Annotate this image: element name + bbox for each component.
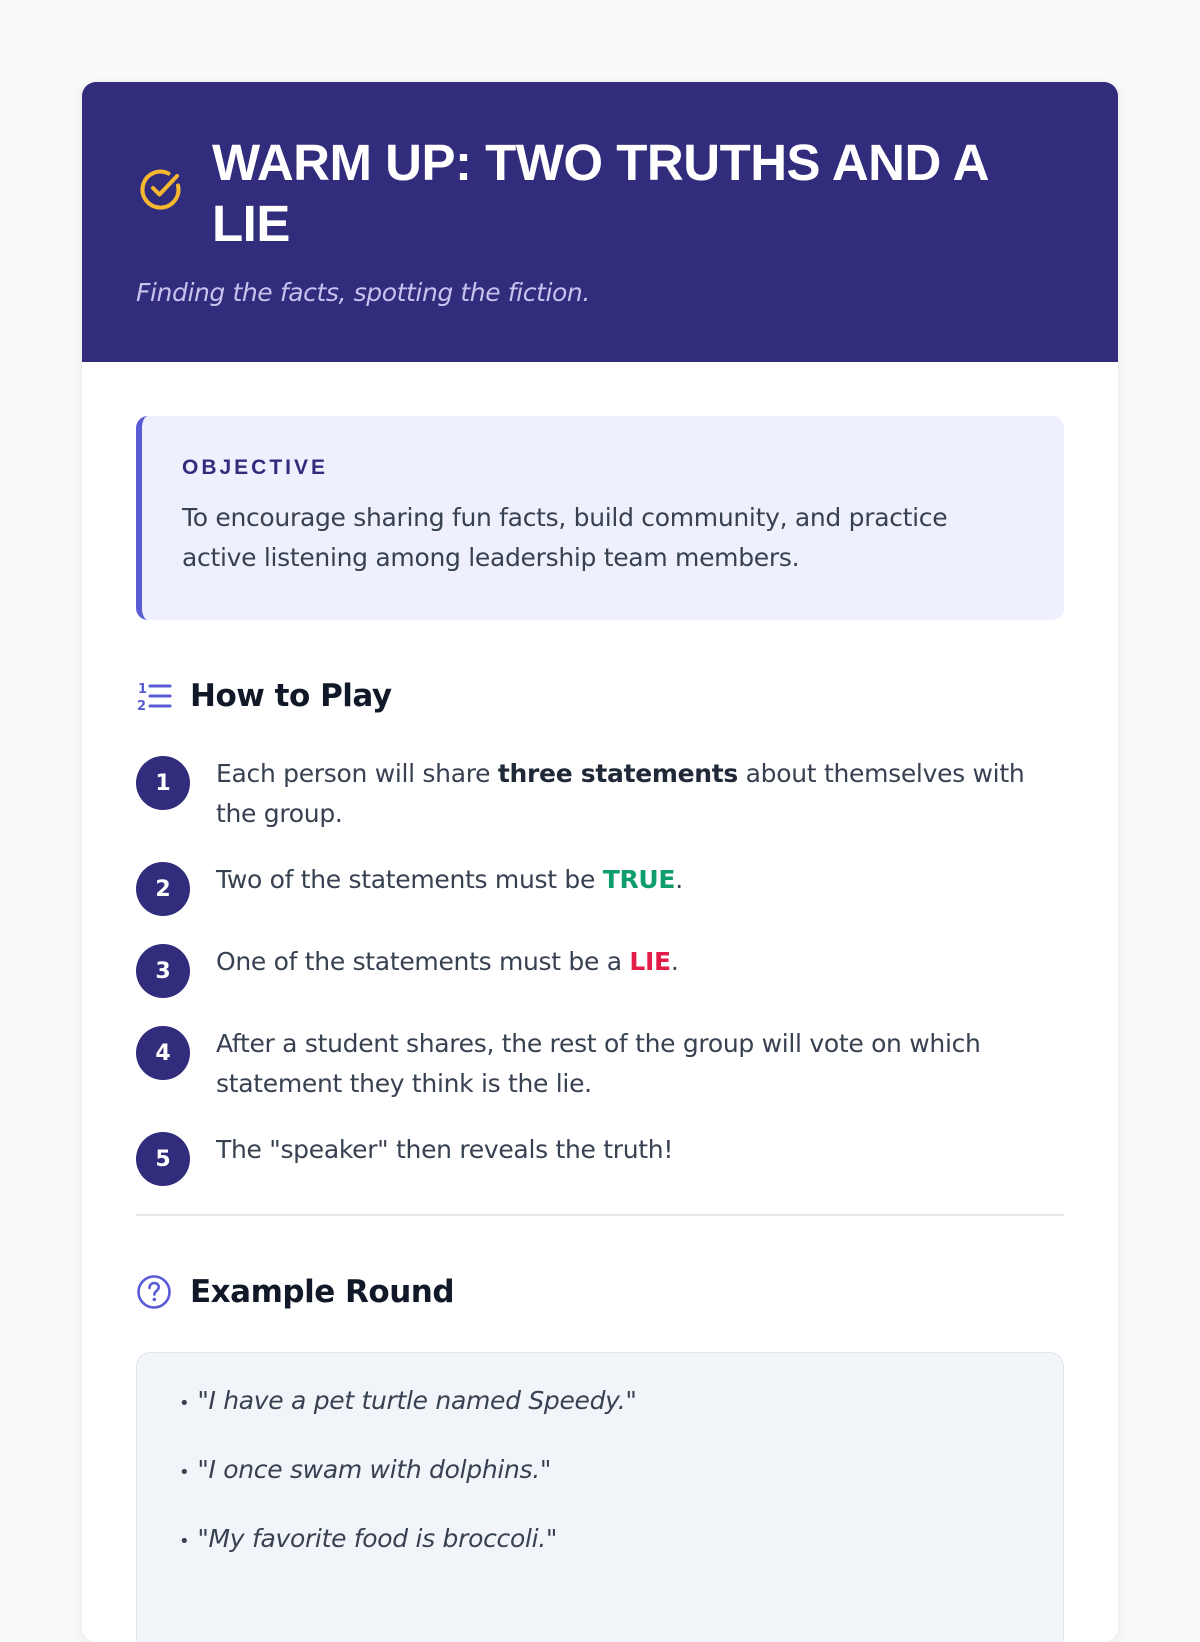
step-item [136,860,1064,916]
example-quote: "I have a pet turtle named Speedy." [197,1386,637,1415]
card-header [82,82,1118,362]
example-quote: "My favorite food is broccoli." [197,1524,558,1553]
numbered-list-icon [136,678,172,714]
step-number-badge: 5 [136,1132,190,1186]
how-to-play-heading [136,678,1064,714]
example-statement [179,1450,1021,1493]
step-item [136,754,1064,834]
example-box [136,1352,1064,1642]
how-to-play-title: How to Play [190,678,392,714]
example-round-title: Example Round [190,1274,455,1310]
step-item [136,1130,1064,1186]
step-number-badge: 4 [136,1026,190,1080]
step-text [216,860,1036,900]
step-text-post: . [670,947,679,976]
page-subtitle: Finding the facts, spotting the fiction. [136,278,590,307]
card-body [82,362,1118,1642]
objective-box [136,416,1064,620]
step-text [216,942,1036,982]
step-text-pre: One of the statements must be a [216,947,630,976]
true-keyword: TRUE [602,865,676,894]
step-text-pre: Each person will share [216,759,498,788]
page-title: WARM UP: TWO TRUTHS AND A LIE [212,134,988,252]
example-quote: "I once swam with dolphins." [197,1455,552,1484]
bullet: • [179,1393,190,1414]
bullet: • [179,1531,190,1552]
example-statement [179,1381,1021,1424]
step-number-badge: 3 [136,944,190,998]
step-text: After a student shares, the rest of the group will vote on which statement they think is the lie. [216,1029,981,1098]
example-round-heading [136,1274,1064,1310]
objective-text: To encourage sharing fun facts, build community, and practice active listening among leadership team members. [182,503,948,572]
step-text-emphasis: three statements [497,759,739,788]
step-text: The "speaker" then reveals the truth! [216,1135,674,1164]
steps-list [136,754,1064,1186]
svg-text:2: 2 [137,699,147,714]
step-item [136,1024,1064,1104]
step-number-badge: 1 [136,756,190,810]
step-item [136,942,1064,998]
question-circle-icon [136,1274,172,1310]
step-text [216,754,1036,834]
activity-card [82,82,1118,1642]
svg-text:1: 1 [138,682,148,697]
title-row [136,132,1064,254]
step-number-badge: 2 [136,862,190,916]
check-circle-icon [136,164,186,214]
objective-label: OBJECTIVE [182,456,329,479]
example-statement [179,1519,1021,1562]
section-divider [136,1214,1064,1216]
step-text-post: . [675,865,683,894]
step-text-post: about themselves with the group. [216,759,1025,828]
bullet: • [179,1462,190,1483]
lie-keyword: LIE [629,947,671,976]
step-text-pre: Two of the statements must be [216,865,603,894]
